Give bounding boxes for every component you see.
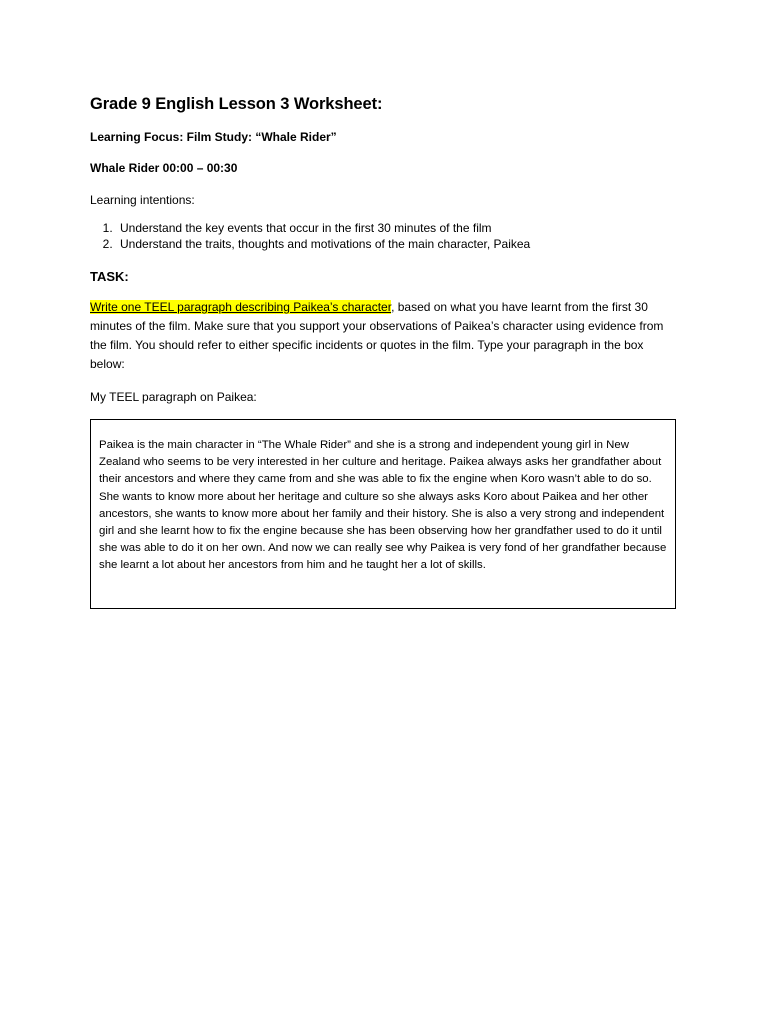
task-instruction-rest: , based on what you have learnt from the first 30 minutes of the film. Make sure that you support your observations of Paikea’s character using evidence from the film. You should refer to either specific incidents or quotes in the film. Type your paragraph in the box below:: [90, 300, 664, 371]
intentions-label: Learning intentions:: [90, 193, 195, 207]
task-instructions: [90, 298, 680, 374]
intention-item-2: 2. Understand the traits, thoughts and motivations of the main character, Paikea: [116, 236, 680, 252]
worksheet-page: [90, 94, 680, 609]
intention-item-1: 1. Understand the key events that occur in the first 30 minutes of the film: [116, 220, 680, 236]
answer-paragraph[interactable]: Paikea is the main character in “The Whale Rider” and she is a strong and independent young girl in New Zealand who seems to be very interested in her culture and heritage. Paikea always asks her grandfather about their ancestors and where they came from and she was able to fix the engine when Koro wasn’t able to do so. She wants to know more about her heritage and culture so she always asks Koro about Paikea and her other ancestors, she wants to know more about her family and their history. She is also a very strong and independent girl and she learnt how to fix the engine because she has been observing how her grandfather used to do it until she was able to do it on her own. And now we can really see why Paikea is very fond of her grandfather because she learnt a lot about her ancestors from him and he taught her a lot of skills.: [99, 439, 667, 572]
task-heading: TASK:: [90, 269, 129, 284]
task-highlighted-instruction: Write one TEEL paragraph describing Paikea’s character: [90, 300, 392, 314]
answer-box-label: My TEEL paragraph on Paikea:: [90, 390, 257, 404]
answer-box[interactable]: [90, 419, 676, 609]
time-range: Whale Rider 00:00 – 00:30: [90, 161, 238, 175]
learning-focus: Learning Focus: Film Study: “Whale Rider”: [90, 130, 337, 144]
intentions-list: [90, 220, 680, 252]
worksheet-title: Grade 9 English Lesson 3 Worksheet:: [90, 95, 383, 113]
